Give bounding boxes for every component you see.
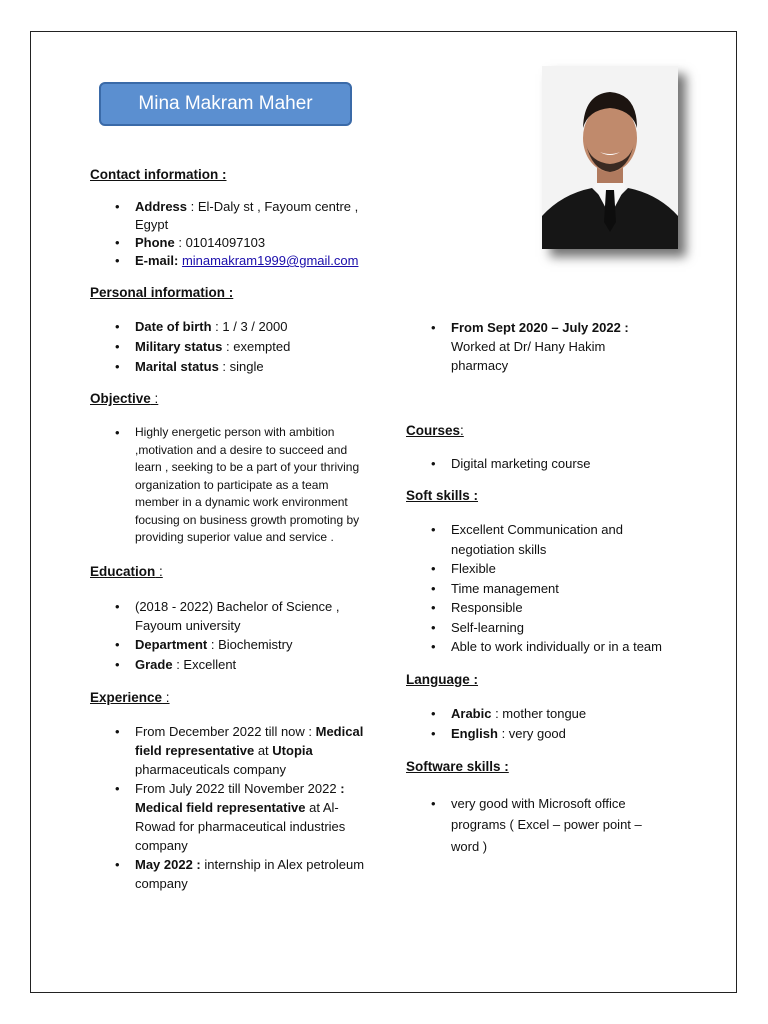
list-item xyxy=(90,234,370,252)
right-column xyxy=(406,318,666,857)
email-label: E-mail: xyxy=(135,253,179,268)
email-link[interactable]: minamakram1999@gmail.com xyxy=(181,253,359,268)
list-item: • English : very good xyxy=(406,724,666,744)
personal-list xyxy=(90,317,370,377)
phone-value: : 01014097103 xyxy=(174,235,266,250)
software-list xyxy=(406,793,666,858)
education-heading: Education : xyxy=(90,563,163,579)
list-item: • Flexible xyxy=(406,559,666,579)
grade-value: : Excellent xyxy=(172,656,237,672)
list-item xyxy=(90,655,370,675)
experience-item: • From Sept 2020 – July 2022 : Worked at Dr/ Hany Hakim pharmacy xyxy=(406,318,666,375)
soft-skills-list xyxy=(406,520,666,657)
profile-photo xyxy=(542,66,678,249)
soft-skills-heading: Soft skills : xyxy=(406,488,479,503)
software-heading: Software skills : xyxy=(406,758,509,774)
experience-list xyxy=(90,722,370,893)
list-item: • Able to work individually or in a team xyxy=(406,637,666,657)
list-item xyxy=(90,198,370,234)
list-item: • Digital marketing course xyxy=(406,455,666,473)
list-item: • Responsible xyxy=(406,598,666,618)
address-value: : El-Daly st , Fayoum centre , Egypt xyxy=(135,199,359,232)
list-item: • Excellent Communication and negotiation skills xyxy=(406,520,666,559)
candidate-name: Mina Makram Maher xyxy=(138,93,313,114)
list-item xyxy=(90,337,370,357)
address-label: Address xyxy=(135,199,188,214)
dob-value: : 1 / 3 / 2000 xyxy=(211,319,288,334)
objective-text: • Highly energetic person with ambition ,motivation and a desire to succeed and learn , seeking to be a part of your thriving organization to participate as a team member in a dynamic work environment focusing on business growth promoting by providing superior value and service . xyxy=(90,424,370,547)
list-item xyxy=(90,252,370,270)
list-item xyxy=(90,357,370,377)
language-list xyxy=(406,704,666,744)
objective-heading: Objective : xyxy=(90,391,159,406)
language-heading: Language : xyxy=(406,671,479,687)
grade-label: Grade xyxy=(135,656,173,672)
dob-label: Date of birth xyxy=(135,319,212,334)
objective-list xyxy=(90,424,370,547)
experience-item: • From December 2022 till now : Medical field representative at Utopia pharmaceuticals company xyxy=(90,722,370,779)
experience-item: • May 2022 : internship in Alex petroleum company xyxy=(90,855,370,893)
list-item: • Arabic : mother tongue xyxy=(406,704,666,724)
experience-continued-list xyxy=(406,318,666,375)
military-value: : exempted xyxy=(222,339,291,354)
personal-heading: Personal information : xyxy=(90,285,234,300)
courses-heading: Courses: xyxy=(406,423,464,438)
list-item: • Self-learning xyxy=(406,618,666,638)
marital-label: Marital status xyxy=(135,359,219,374)
left-column xyxy=(90,166,370,893)
department-value: : Biochemistry xyxy=(207,636,293,652)
education-list xyxy=(90,597,370,675)
list-item: • Time management xyxy=(406,579,666,599)
department-label: Department xyxy=(135,636,208,652)
education-degree: • (2018 - 2022) Bachelor of Science , Fayoum university xyxy=(90,597,370,635)
experience-heading: Experience : xyxy=(90,689,170,705)
name-banner xyxy=(99,82,352,126)
list-item xyxy=(90,317,370,337)
courses-list xyxy=(406,455,666,473)
experience-item: • From July 2022 till November 2022 : Medical field representative at Al-Rowad for pharmaceutical industries company xyxy=(90,779,370,855)
contact-heading: Contact information : xyxy=(90,167,227,182)
marital-value: : single xyxy=(218,359,264,374)
contact-list xyxy=(90,198,370,270)
software-text: • very good with Microsoft office programs ( Excel – power point – word ) xyxy=(406,793,666,858)
list-item xyxy=(90,635,370,655)
military-label: Military status xyxy=(135,339,223,354)
portrait-image xyxy=(542,66,678,249)
phone-label: Phone xyxy=(135,235,175,250)
